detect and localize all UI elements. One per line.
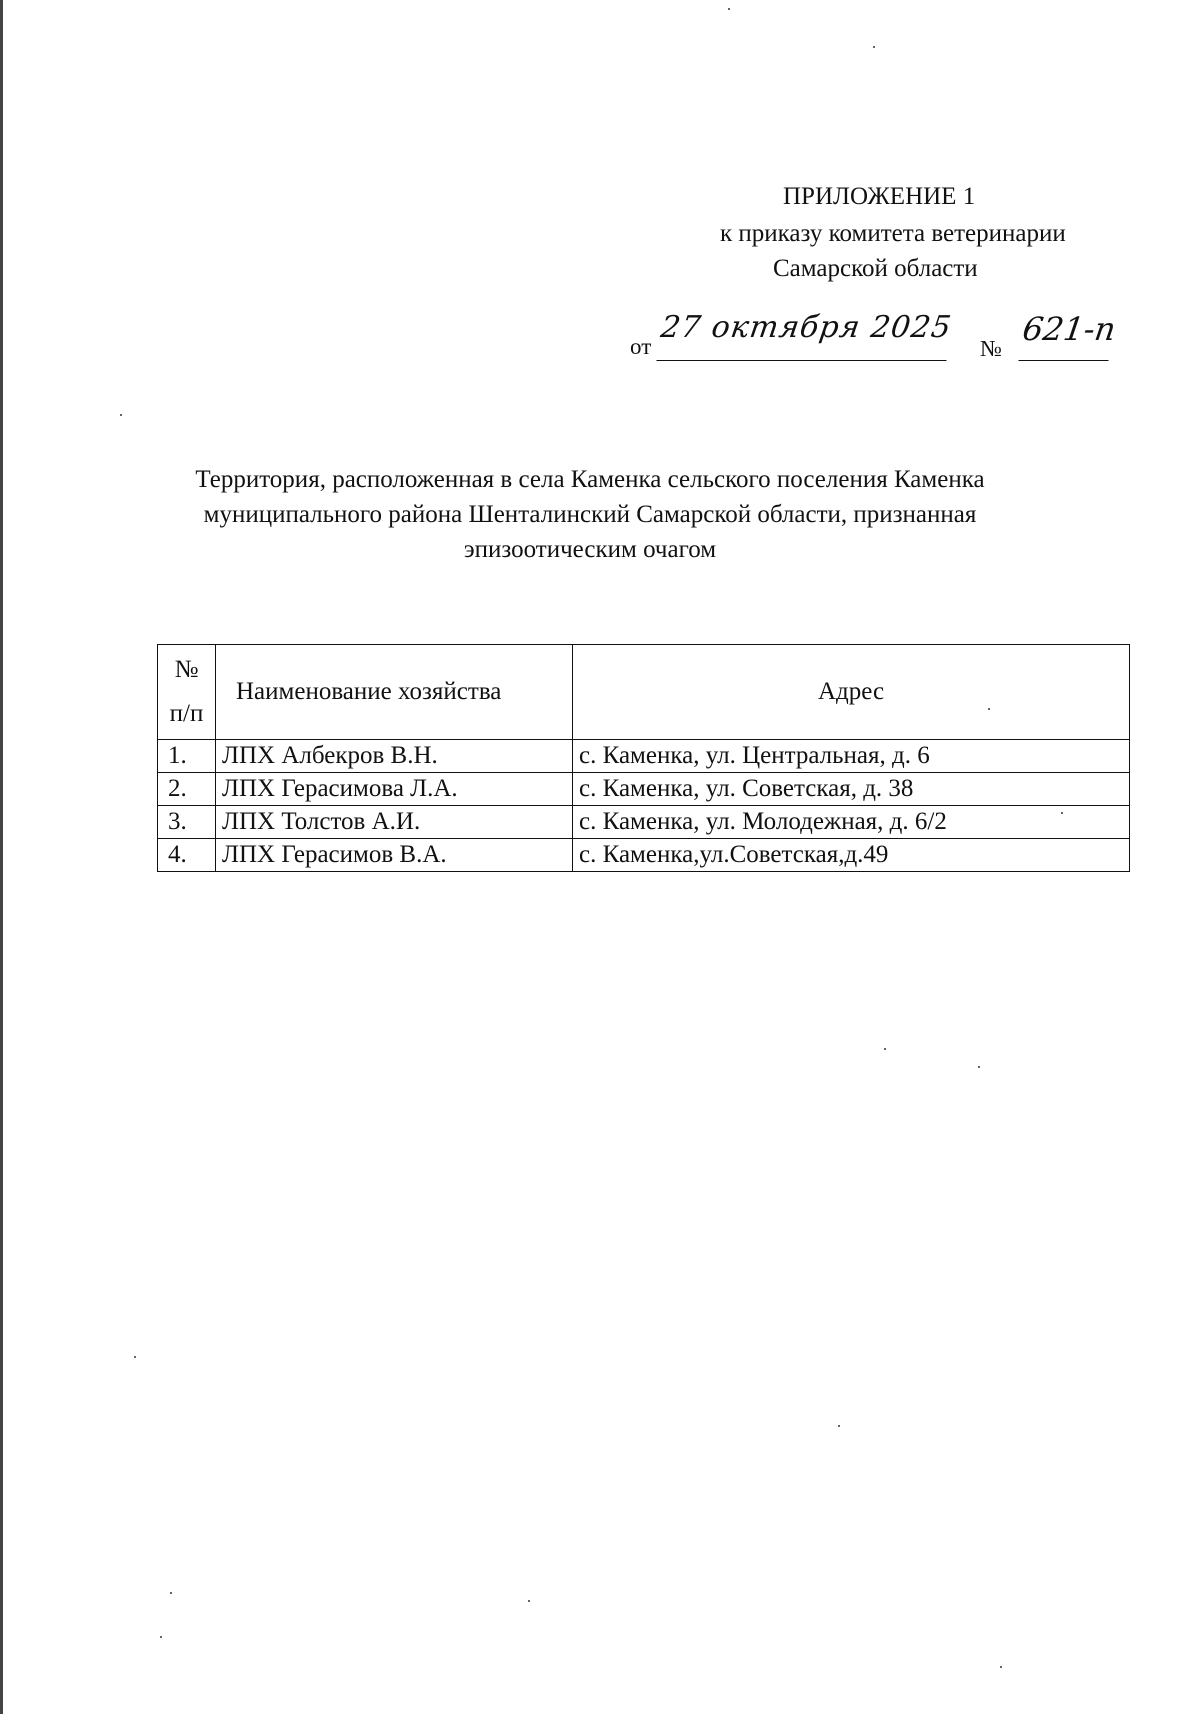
table-header-row (158, 645, 1130, 740)
row-address: с. Каменка,ул.Советская,д.49 (573, 839, 1130, 872)
date-prefix: от (630, 334, 652, 359)
row-number: 1. (158, 740, 216, 773)
appendix-order-reference: к приказу комитета ветеринарии (720, 220, 1066, 247)
scan-speck (728, 8, 730, 10)
scan-speck (170, 1592, 172, 1594)
document-title: Территория, расположенная в села Каменка сельского поселения Каменка муниципального района Шенталинский Самарской области, признанная эпизоотическим очагом (195, 466, 985, 563)
header-number-sign: № (174, 656, 199, 683)
farms-table (157, 644, 1130, 872)
header-farm-name: Наименование хозяйства (216, 645, 573, 740)
row-number: 3. (158, 806, 216, 839)
appendix-title: ПРИЛОЖЕНИЕ 1 (783, 183, 976, 210)
scan-speck (978, 1066, 980, 1068)
scan-speck (134, 1356, 136, 1358)
handwritten-date: 27 октября 2025 (656, 310, 953, 361)
header-number-pp: п/п (169, 700, 204, 727)
table-row (158, 773, 1130, 806)
row-number: 4. (158, 839, 216, 872)
appendix-region: Самарской области (773, 255, 978, 282)
handwritten-order-number: 621-п (1018, 310, 1115, 361)
scan-left-edge (0, 0, 3, 1714)
row-address: с. Каменка, ул. Центральная, д. 6 (573, 740, 1130, 773)
row-address: с. Каменка, ул. Молодежная, д. 6/2 (573, 806, 1130, 839)
row-farm-name: ЛПХ Герасимов В.А. (216, 839, 573, 872)
row-address: с. Каменка, ул. Советская, д. 38 (573, 773, 1130, 806)
scan-speck (528, 1600, 530, 1602)
header-address: Адрес (573, 645, 1130, 740)
scan-speck (873, 46, 875, 48)
row-number: 2. (158, 773, 216, 806)
number-sign: № (980, 336, 1002, 361)
scan-speck (838, 1425, 840, 1427)
table-row (158, 839, 1130, 872)
row-farm-name: ЛПХ Герасимова Л.А. (216, 773, 573, 806)
scan-speck (884, 1048, 886, 1050)
header-number (158, 645, 216, 740)
scan-speck (120, 414, 122, 416)
scan-speck (160, 1636, 162, 1638)
row-farm-name: ЛПХ Албекров В.Н. (216, 740, 573, 773)
row-farm-name: ЛПХ Толстов А.И. (216, 806, 573, 839)
table-row (158, 806, 1130, 839)
scan-speck (1000, 1666, 1002, 1668)
table-row (158, 740, 1130, 773)
